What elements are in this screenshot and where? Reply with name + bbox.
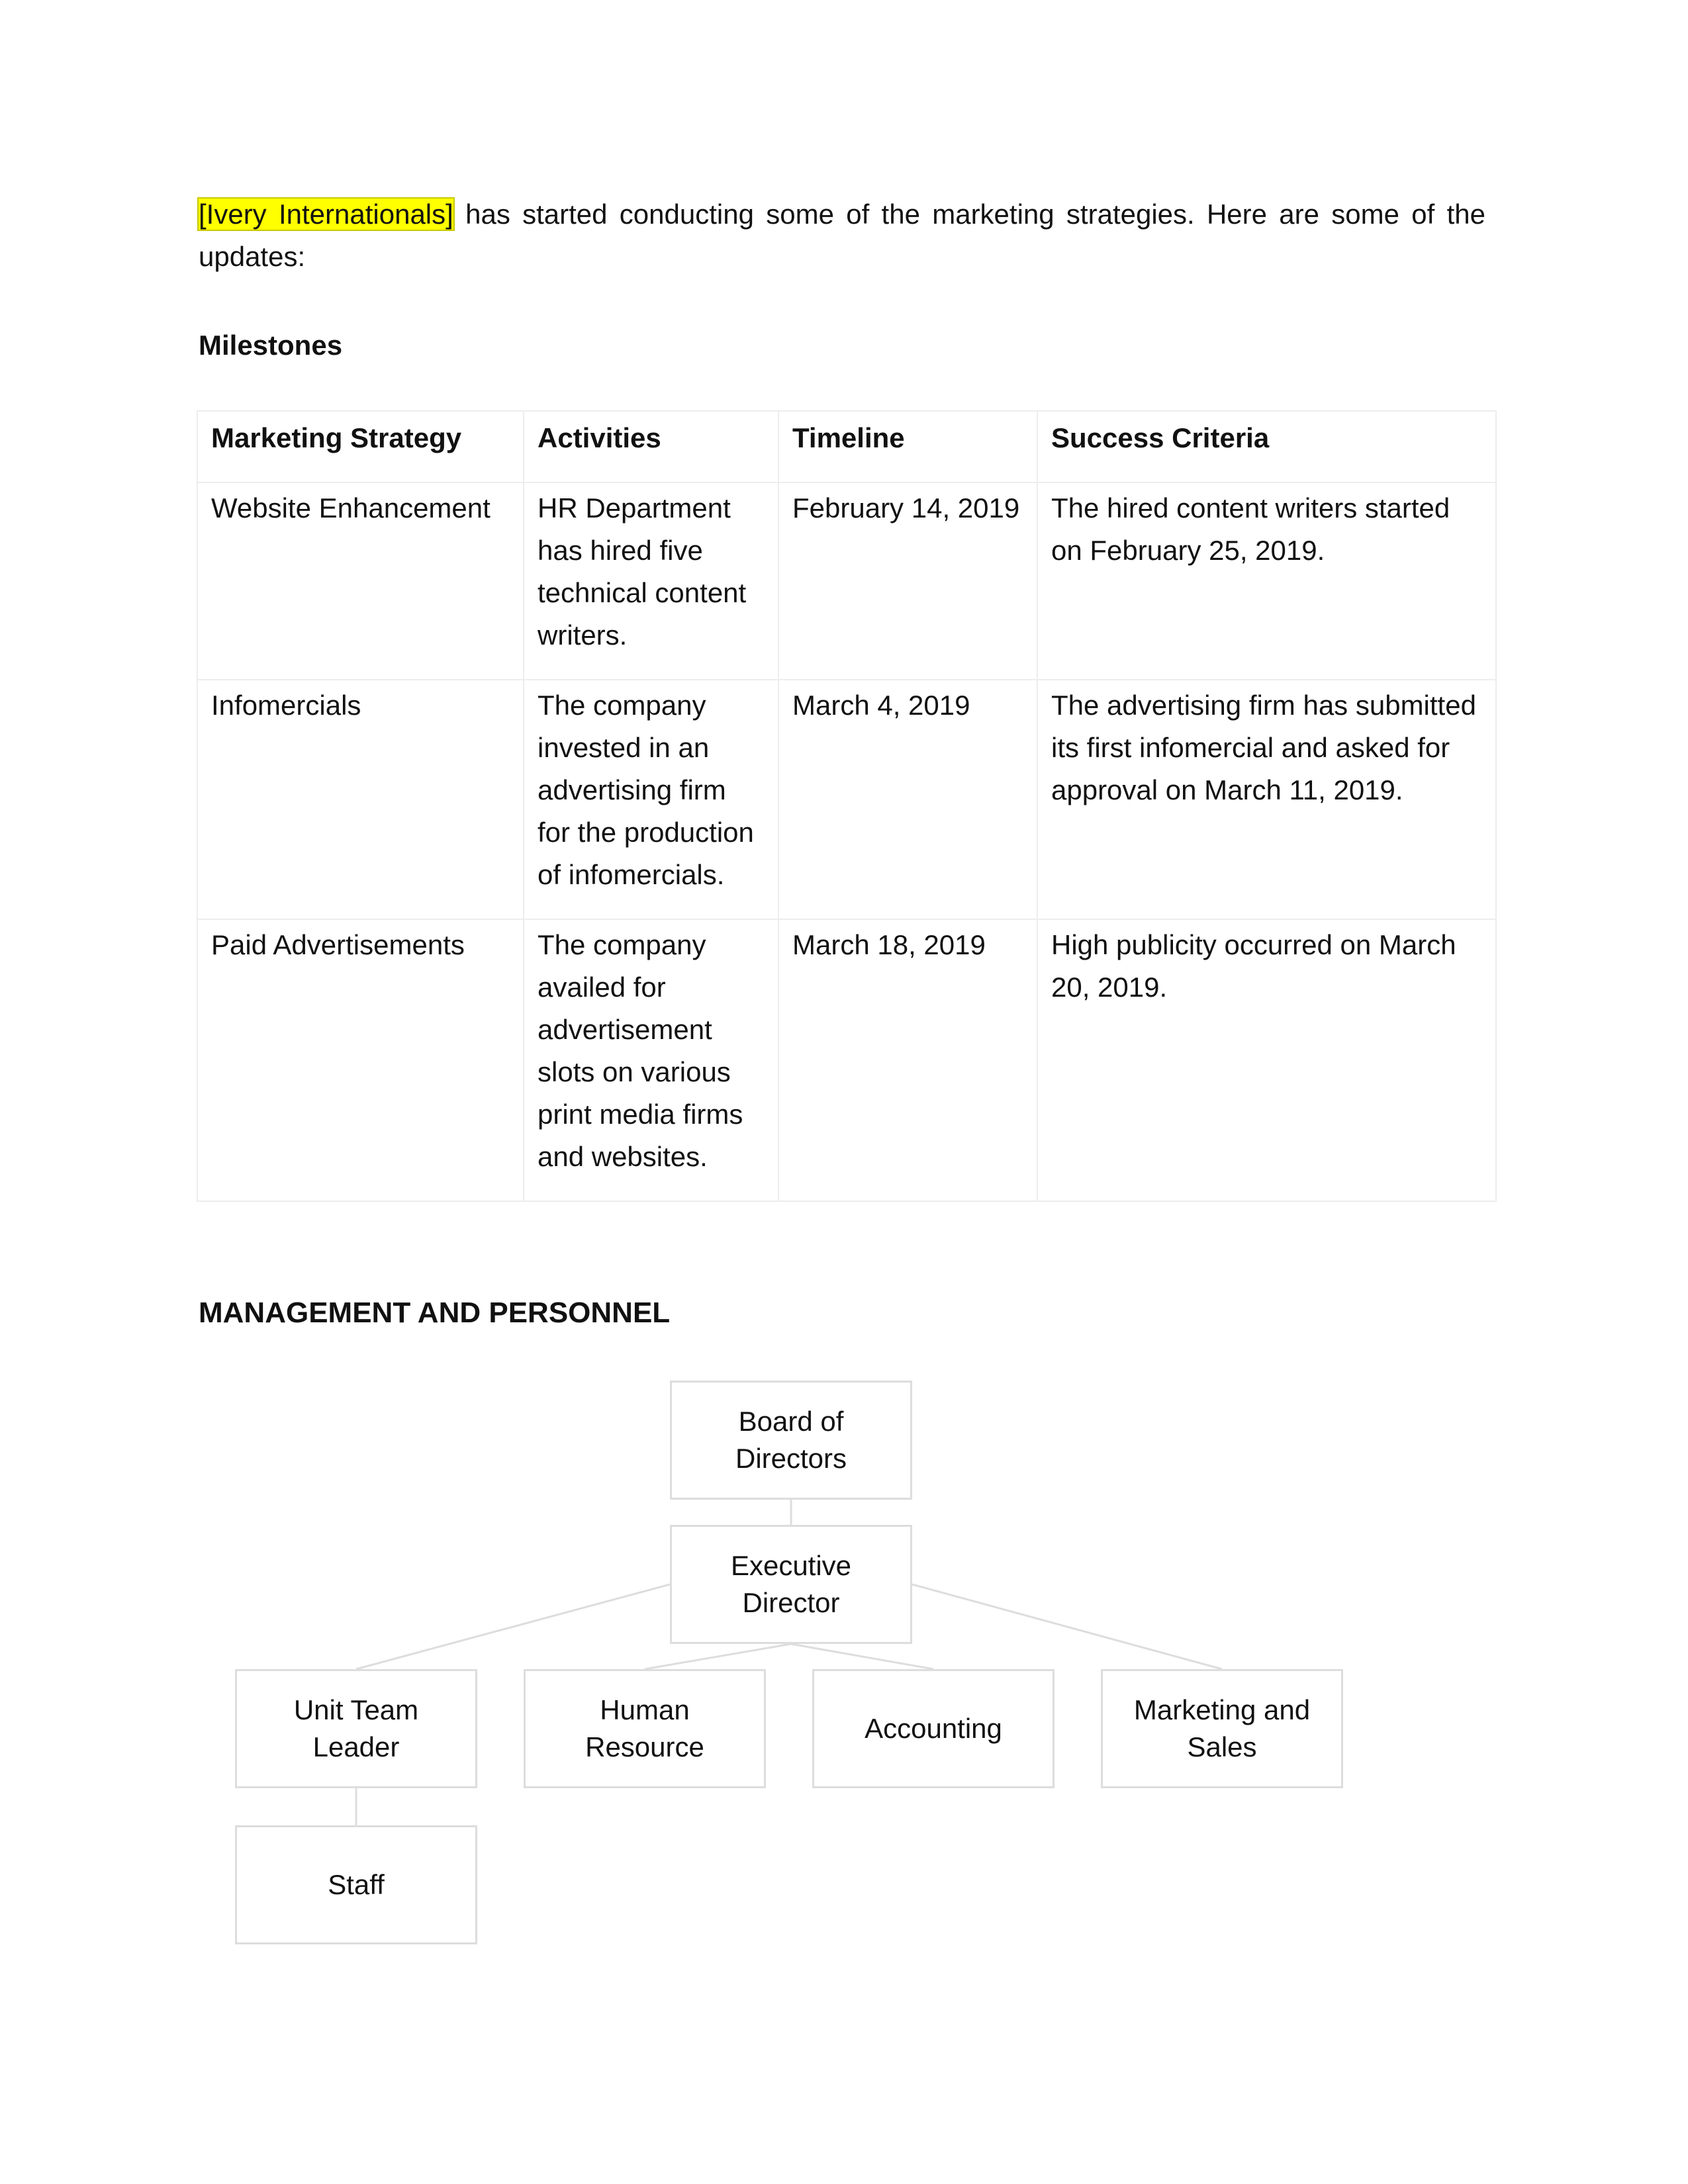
cell-activities: HR Department has hired five technical content writers. — [524, 482, 778, 680]
org-node-unit-leader: Unit Team Leader — [235, 1669, 477, 1788]
connector-exec-hr — [645, 1644, 791, 1669]
org-node-marketing: Marketing and Sales — [1101, 1669, 1343, 1788]
management-heading: MANAGEMENT AND PERSONNEL — [199, 1297, 671, 1329]
cell-criteria: The hired content writers started on February 25, 2019. — [1037, 482, 1496, 680]
company-name-highlight: [Ivery Internationals] — [199, 199, 453, 230]
connector-exec-accounting — [791, 1644, 933, 1669]
cell-criteria: High publicity occurred on March 20, 2019. — [1037, 919, 1496, 1201]
cell-timeline: February 14, 2019 — [778, 482, 1037, 680]
column-header-activities: Activities — [524, 411, 778, 482]
cell-strategy: Paid Advertisements — [197, 919, 524, 1201]
cell-timeline: March 18, 2019 — [778, 919, 1037, 1201]
cell-strategy: Infomercials — [197, 680, 524, 919]
intro-text: has started conducting some of the marketing strategies. Here are some of the updates: — [199, 199, 1485, 272]
column-header-timeline: Timeline — [778, 411, 1037, 482]
org-node-board: Board of Directors — [670, 1381, 912, 1500]
cell-timeline: March 4, 2019 — [778, 680, 1037, 919]
connector-exec-unit — [356, 1584, 670, 1669]
cell-activities: The company invested in an advertising firm for the production of infomercials. — [524, 680, 778, 919]
org-node-accounting: Accounting — [812, 1669, 1055, 1788]
cell-activities: The company availed for advertisement slots on various print media firms and websites. — [524, 919, 778, 1201]
milestones-heading: Milestones — [199, 330, 343, 361]
org-node-human-resource: Human Resource — [524, 1669, 766, 1788]
org-node-executive: Executive Director — [670, 1525, 912, 1644]
column-header-strategy: Marketing Strategy — [197, 411, 524, 482]
connector-exec-marketing — [912, 1584, 1222, 1669]
column-header-criteria: Success Criteria — [1037, 411, 1496, 482]
cell-strategy: Website Enhancement — [197, 482, 524, 680]
cell-criteria: The advertising firm has submitted its first infomercial and asked for approval on March 11, 2019. — [1037, 680, 1496, 919]
org-node-staff: Staff — [235, 1825, 477, 1944]
